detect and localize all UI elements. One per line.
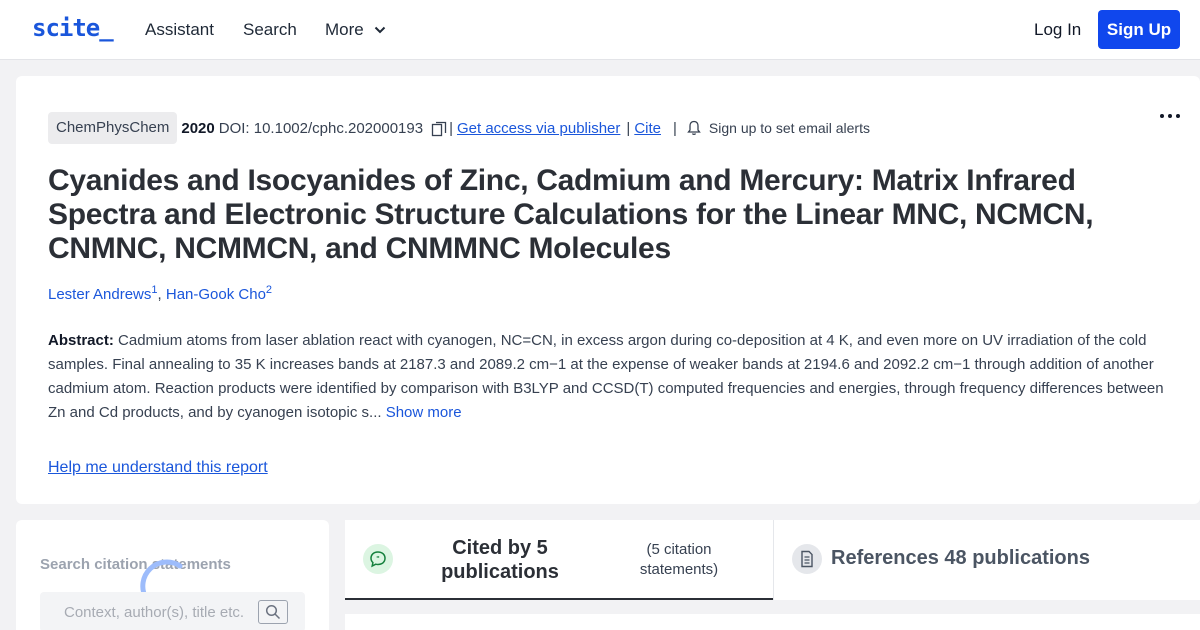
- citations-content-panel: [345, 614, 1200, 630]
- cite-link[interactable]: Cite: [634, 119, 661, 137]
- author-affiliation-sup: 1: [151, 284, 158, 296]
- doi-text: DOI: 10.1002/cphc.202000193: [218, 119, 424, 137]
- email-alerts-link[interactable]: Sign up to set email alerts: [708, 120, 870, 136]
- dot: [1176, 114, 1180, 118]
- author-affiliation-sup: 2: [265, 284, 273, 296]
- abstract: [48, 329, 1168, 425]
- citation-statements-count: (5 citation statements): [639, 541, 719, 578]
- document-icon: [792, 544, 822, 574]
- show-more-link[interactable]: Show more: [385, 404, 462, 421]
- references-title: References 48 publications: [831, 547, 1090, 569]
- tab-cited-by[interactable]: [345, 520, 773, 600]
- author-list: [48, 284, 272, 303]
- journal-badge[interactable]: ChemPhysChem: [48, 112, 177, 144]
- abstract-label: Abstract:: [48, 332, 114, 349]
- citation-search-box: [40, 592, 305, 630]
- dot: [1160, 114, 1164, 118]
- separator: |: [673, 119, 677, 137]
- separator: |: [449, 119, 453, 137]
- svg-text:": ": [376, 555, 380, 563]
- citation-search-label: Search citation statements: [40, 556, 231, 573]
- dot: [1168, 114, 1172, 118]
- signup-button[interactable]: Sign Up: [1098, 10, 1180, 49]
- citation-search-input[interactable]: [40, 592, 260, 630]
- nav-more-label: More: [325, 20, 364, 39]
- abstract-text: Cadmium atoms from laser ablation react with cyanogen, NC=CN, in excess argon during co-deposition at 4 K, and even more on UV irradiation of the cold samples. Final annealing to 35 K increases bands at 2187.3 and 2089.2 cm−1 at the expense of weaker bands at 2194.6 and 2092.2 cm−1 through addition of another cadmium atom. Reaction products were identified by comparison with B3LYP and CCSD(T) computed frequencies and energies, through frequency differences between Zn and Cd products, and by cyanogen isotopic s...: [48, 332, 1164, 421]
- bell-icon[interactable]: [687, 120, 701, 136]
- publication-year: 2020: [181, 119, 215, 137]
- nav-search-link[interactable]: Search: [243, 20, 297, 39]
- more-options-icon[interactable]: [1160, 114, 1180, 118]
- cited-by-title: Cited by 5 publications: [441, 537, 559, 583]
- scite-logo[interactable]: scite_: [32, 14, 113, 42]
- nav-assistant-link[interactable]: Assistant: [145, 20, 214, 39]
- login-link[interactable]: Log In: [1034, 20, 1082, 39]
- search-icon: [265, 604, 281, 620]
- speech-bubble-icon: [363, 544, 393, 574]
- paper-card: [16, 76, 1200, 504]
- author-link[interactable]: Han-Gook Cho: [165, 286, 266, 303]
- author-separator: ,: [157, 286, 162, 303]
- help-understand-link[interactable]: Help me understand this report: [48, 459, 268, 476]
- get-access-link[interactable]: Get access via publisher: [456, 119, 621, 137]
- chevron-down-icon: [374, 24, 386, 36]
- author-link[interactable]: Lester Andrews: [48, 286, 152, 303]
- citation-tabs: [345, 520, 1200, 600]
- citation-search-button[interactable]: [258, 600, 288, 624]
- separator: |: [626, 119, 631, 137]
- tab-references[interactable]: [773, 520, 1200, 600]
- nav-more-menu[interactable]: [325, 20, 386, 40]
- paper-meta-row: [48, 112, 870, 144]
- citation-search-panel: [16, 520, 329, 630]
- copy-icon[interactable]: [431, 121, 447, 137]
- paper-title: Cyanides and Isocyanides of Zinc, Cadmium and Mercury: Matrix Infrared Spectra and Electronic Structure Calculations for the Linear MNC, NCMCN, CNMNC, NCMMCN, and CNMMNC Molecules: [48, 164, 1094, 265]
- top-navigation: [0, 0, 1200, 60]
